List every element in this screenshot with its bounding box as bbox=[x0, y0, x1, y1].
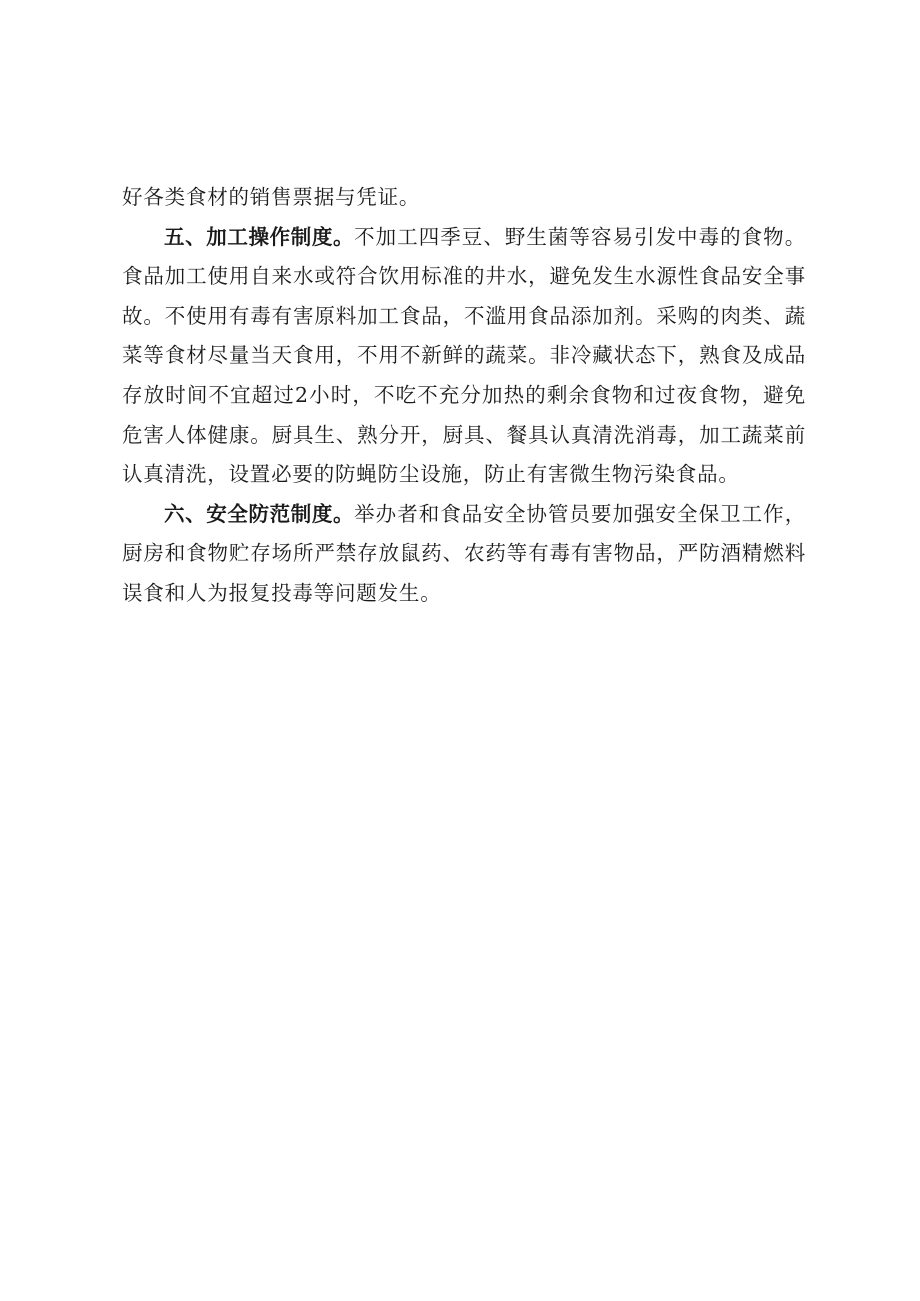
paragraph-processing-rules bbox=[122, 218, 806, 495]
paragraph-safety-rules bbox=[122, 495, 806, 614]
section-heading: 六、安全防范制度。 bbox=[164, 501, 355, 526]
paragraph-text: 不加工四季豆、野生菌等容易引发中毒的食物。食品加工使用自来水或符合饮用标准的井水，避免发生水源性食品安全事故。不使用有毒有害原料加工食品，不滥用食品添加剂。采购的肉类、蔬菜等食材尽量当天食用，不用不新鲜的蔬菜。非冷藏状态下，熟食及成品存放时间不宜超过2小时，不吃不充分加热的剩余食物和过夜食物，避免危害人体健康。厨具生、熟分开，厨具、餐具认真清洗消毒，加工蔬菜前认真清洗，设置必要的防蝇防尘设施，防止有害微生物污染食品。 bbox=[122, 224, 806, 487]
document-body bbox=[122, 178, 806, 614]
section-heading: 五、加工操作制度。 bbox=[164, 224, 355, 249]
paragraph-continuation bbox=[122, 178, 806, 218]
paragraph-text: 举办者和食品安全协管员要加强安全保卫工作，厨房和食物贮存场所严禁存放鼠药、农药等有毒有害物品，严防酒精燃料误食和人为报复投毒等问题发生。 bbox=[122, 501, 806, 605]
paragraph-text: 好各类食材的销售票据与凭证。 bbox=[122, 185, 421, 209]
